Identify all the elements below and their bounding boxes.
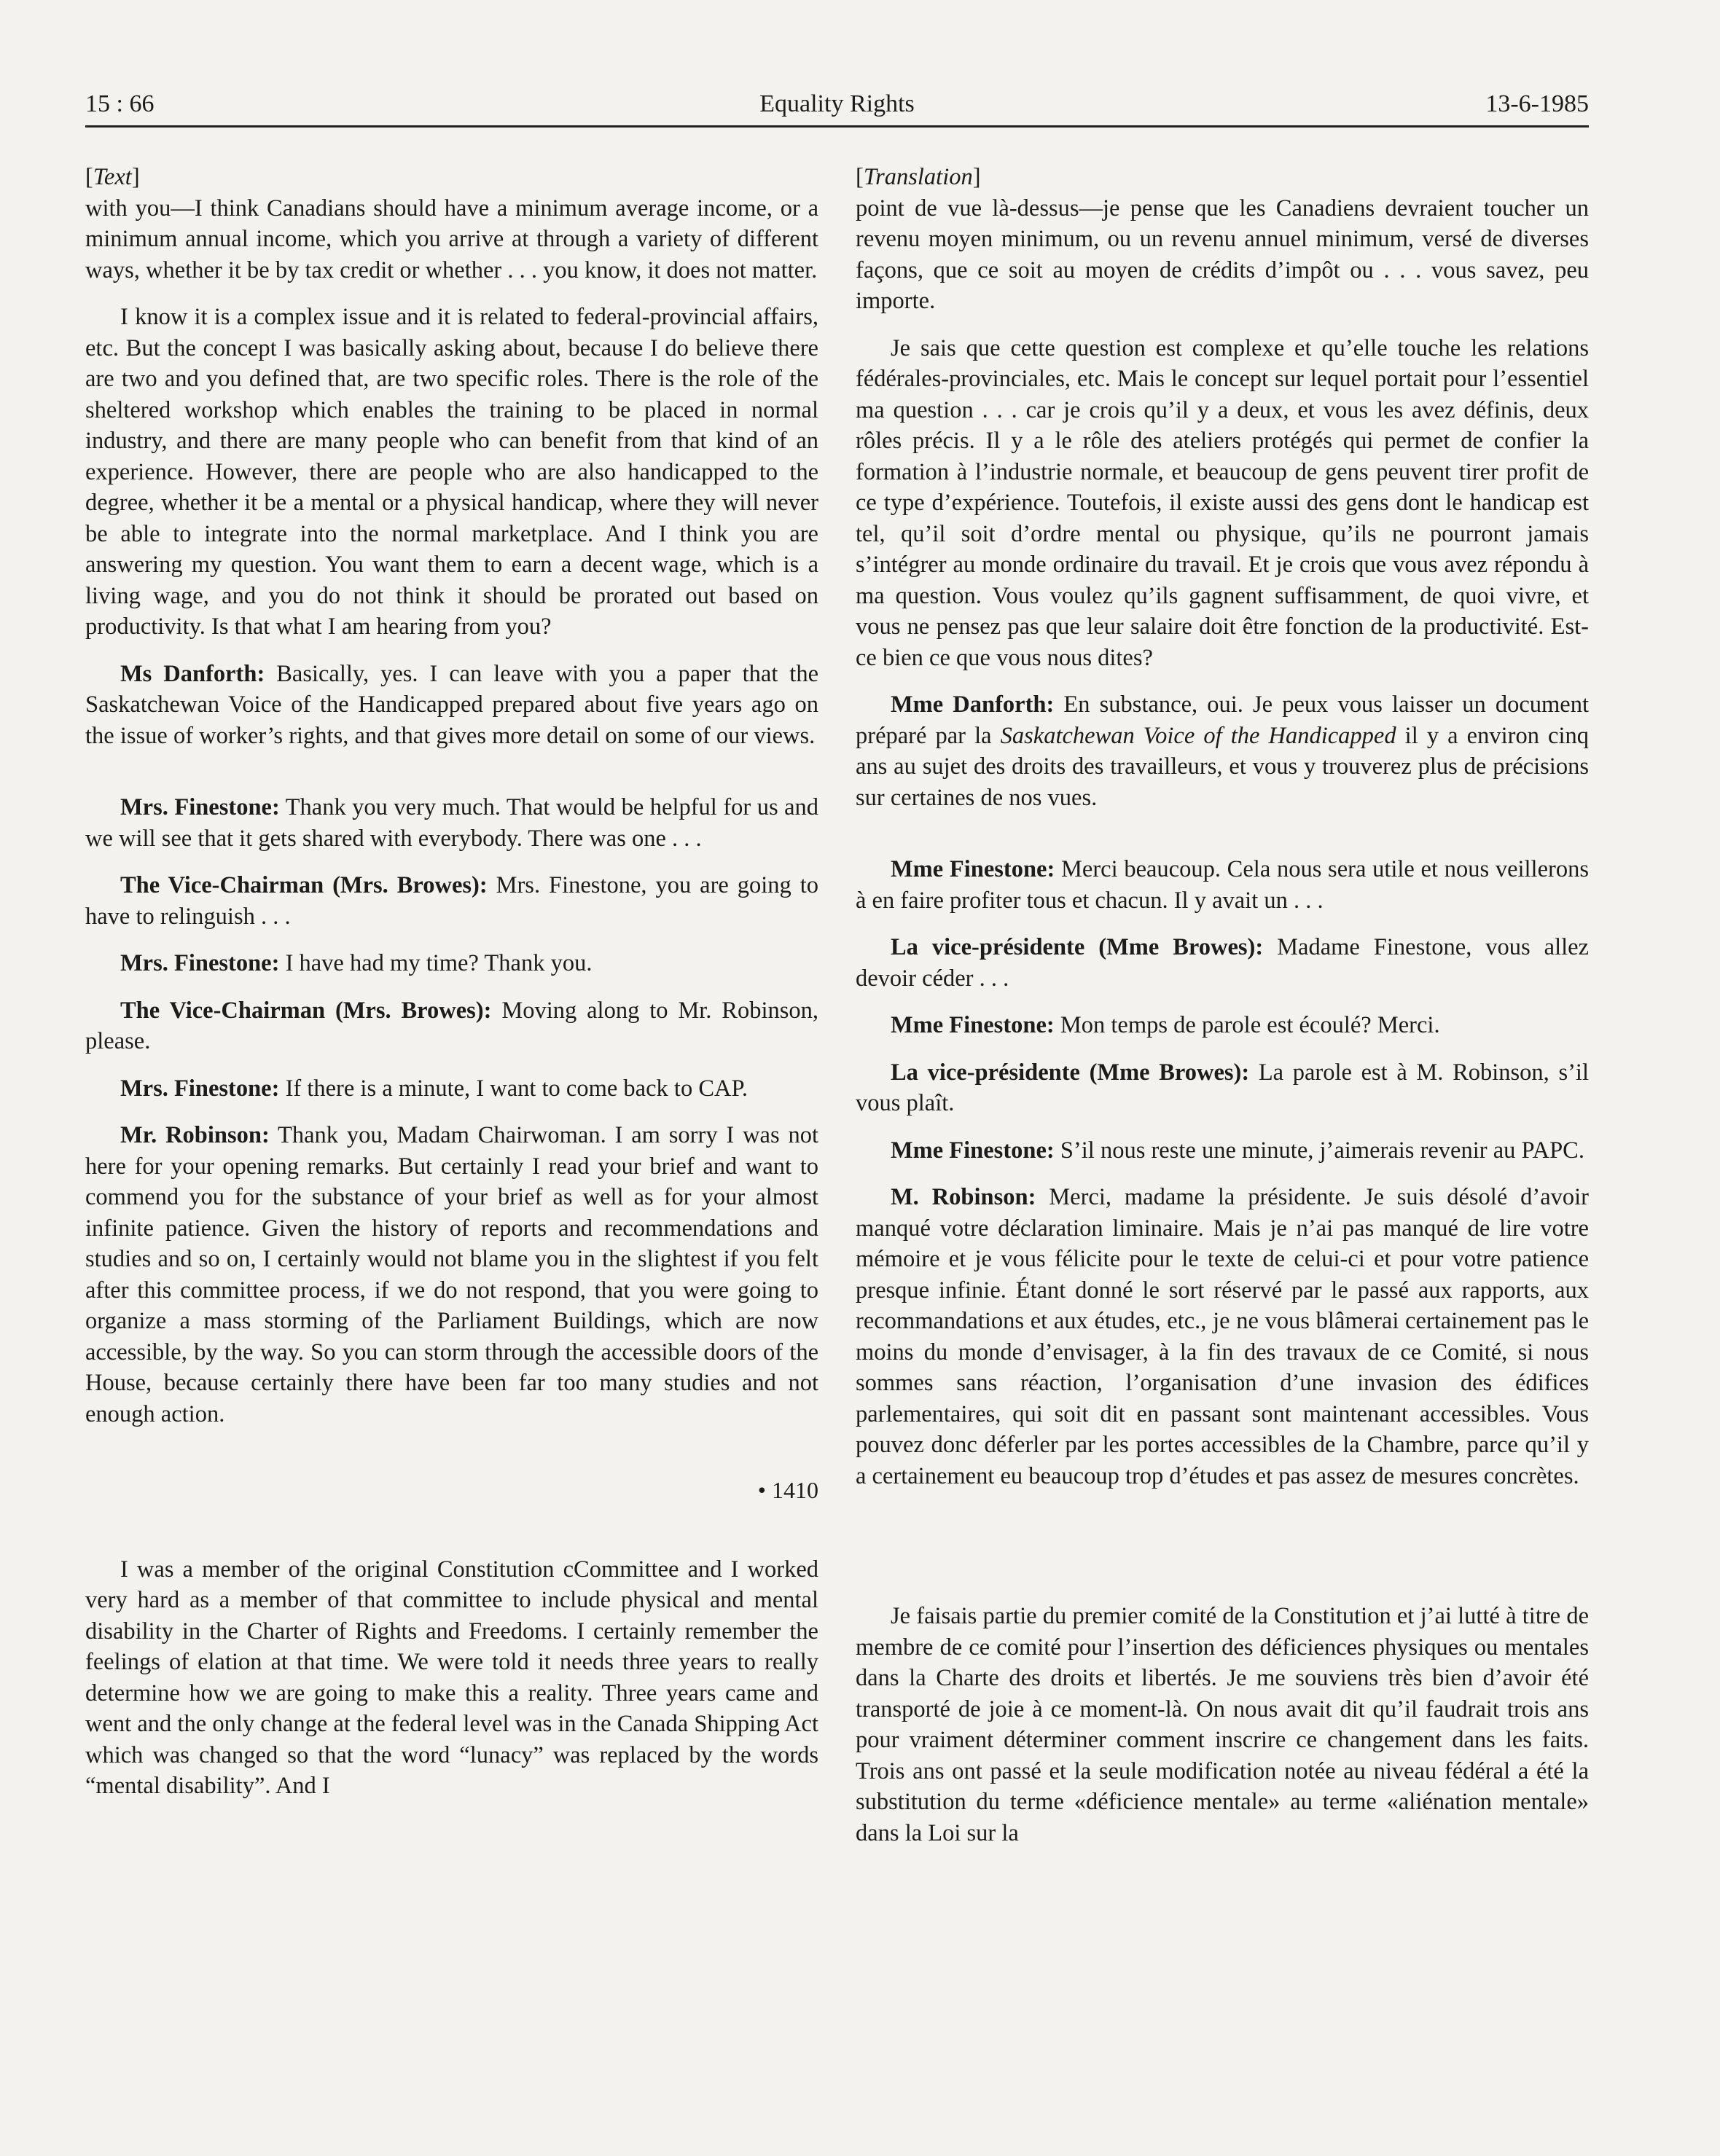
speaker-paragraph: Mme Finestone: Merci beaucoup. Cela nous sera utile et nous veillerons à en faire profiter tous et chacun. Il y avait un . . .: [856, 856, 1589, 914]
speaker-name: Ms Danforth:: [120, 660, 265, 687]
speaker-name: Mme Finestone:: [891, 1137, 1055, 1164]
speaker-name: M. Robinson:: [891, 1184, 1036, 1210]
paragraph: point de vue là-dessus—je pense que les Canadiens devraient toucher un revenu moyen minimum, ou un revenu annuel minimum, versé de diverses façons, que ce soit au moyen de crédits d’impôt ou . . . vous savez, peu importe.: [856, 195, 1589, 314]
speaker-paragraph: Mme Finestone: S’il nous reste une minute, j’aimerais revenir au PAPC.: [891, 1137, 1584, 1164]
publication-name: Saskatchewan Voice of the Handicapped: [1000, 722, 1396, 749]
paragraph: I know it is a complex issue and it is related to federal-provincial affairs, etc. But the concept I was basically asking about, because I do believe there are two and you defined that, are two specific roles. There is the role of the sheltered workshop which enables the training to be placed in normal industry, and there are many people who can benefit from that kind of an experience. However, there are people who are also handicapped to the degree, whether it be a mental or a physical handicap, where they will never be able to integrate into the normal marketplace. And I think you are answering my question. You want them to earn a decent wage, which is a living wage, and you do not think it should be prorated out based on productivity. Is that what I am hearing from you?: [85, 304, 818, 640]
time-marker: • 1410: [757, 1477, 818, 1503]
speaker-paragraph: Mme Danforth: En substance, oui. Je peux vous laisser un document préparé par la Saskatchewan Voice of the Handicapped il y a environ cinq ans au sujet des droits des travailleurs, et vous y trouverez plus de précisions sur certaines de nos vues.: [856, 691, 1590, 811]
speaker-name: La vice-présidente (Mme Browes):: [891, 1059, 1250, 1086]
speaker-paragraph: Mr. Robinson: Thank you, Madam Chairwoman. I am sorry I was not here for your opening remarks. But certainly I read your brief and want to commend you for the substance of your brief as well as for your almost infinite patience. Given the history of reports and recommendations and studies and so on, I certainly would not blame you in the slightest if you felt after this committee process, if we do not respond, that you were going to organize a mass storming of the Parliament Buildings, which are now accessible, by the way. So you can storm through the accessible doors of the House, because certainly there have been far too many studies and not enough action.: [85, 1122, 818, 1427]
speaker-name: The Vice-Chairman (Mrs. Browes):: [120, 997, 492, 1024]
paragraph: with you—I think Canadians should have a minimum average income, or a minimum annual income, which you arrive at through a variety of different ways, whether it be by tax credit or whether . . . you know, it does not matter.: [85, 195, 818, 283]
french-column: [856, 162, 1589, 1865]
speaker-paragraph: La vice-présidente (Mme Browes): La parole est à M. Robinson, s’il vous plaît.: [856, 1059, 1589, 1116]
publication-date: 13-6-1985: [1485, 90, 1589, 117]
speaker-name: Mrs. Finestone:: [120, 1075, 280, 1102]
speaker-name: Mr. Robinson:: [120, 1122, 270, 1148]
paragraph: I was a member of the original Constitution cCommittee and I worked very hard as a member of that committee to include physical and mental disability in the Charter of Rights and Freedoms. I certainly remember the feelings of elation at that time. We were told it needs three years to really determine how we are going to make this a reality. Three years came and went and the only change at the federal level was in the Canada Shipping Act which was changed so that the word “lunacy” was replaced by the words “mental disability”. And I: [85, 1556, 818, 1799]
speaker-paragraph: The Vice-Chairman (Mrs. Browes): Mrs. Finestone, you are going to have to relinguish . . .: [85, 872, 818, 930]
speaker-paragraph: The Vice-Chairman (Mrs. Browes): Moving along to Mr. Robinson, please.: [85, 997, 818, 1054]
language-tag: [Text]: [85, 164, 140, 190]
speaker-name: Mrs. Finestone:: [120, 794, 280, 820]
speaker-name: The Vice-Chairman (Mrs. Browes):: [120, 872, 488, 898]
paragraph: Je faisais partie du premier comité de la Constitution et j’ai lutté à titre de membre de ce comité pour l’insertion des déficiences physiques ou mentales dans la Charte des droits et libertés. Je me souviens très bien d’avoir été transporté de joie à ce moment-là. On nous avait dit qu’il faudrait trois ans pour vraiment déterminer comment inscrire ce changement dans les faits. Trois ans ont passé et la seule modification notée au niveau fédéral a été la substitution du terme «déficience mentale» au terme «aliénation mentale» dans la Loi sur la: [856, 1603, 1589, 1846]
speaker-name: La vice-présidente (Mme Browes):: [891, 934, 1264, 960]
speaker-paragraph: Mrs. Finestone: Thank you very much. That would be helpful for us and we will see that it gets shared with everybody. There was one . . .: [85, 794, 818, 852]
speaker-paragraph: Mrs. Finestone: If there is a minute, I want to come back to CAP.: [120, 1075, 748, 1102]
speaker-name: Mrs. Finestone:: [120, 950, 280, 976]
header-rule: [85, 125, 1589, 128]
page-reference: 15 : 66: [85, 90, 155, 117]
language-tag: [Translation]: [856, 164, 981, 190]
publication-title: Equality Rights: [759, 90, 915, 117]
speaker-paragraph: Mme Finestone: Mon temps de parole est écoulé? Merci.: [891, 1012, 1440, 1038]
page-header: [85, 86, 1589, 122]
speaker-paragraph: Ms Danforth: Basically, yes. I can leave with you a paper that the Saskatchewan Voice of the Handicapped prepared about five years ago on the issue of worker’s rights, and that gives more detail on some of our views.: [85, 660, 818, 749]
speaker-name: Mme Finestone:: [891, 856, 1055, 882]
speaker-paragraph: La vice-présidente (Mme Browes): Madame Finestone, vous allez devoir céder . . .: [856, 934, 1589, 992]
paragraph: Je sais que cette question est complexe et qu’elle touche les relations fédérales-provinciales, etc. Mais le concept sur lequel portait pour l’essentiel ma question . . . car je crois qu’il y a deux, et vous les avez définis, deux rôles précis. Il y a le rôle des ateliers protégés qui permet de confier la formation à l’industrie normale, et beaucoup de gens peuvent tirer profit de ce type d’expérience. Toutefois, il existe aussi des gens dont le handicap est tel, qu’il soit d’ordre mental ou physique, qu’ils ne pourront jamais s’intégrer au monde ordinaire du travail. Et je crois que vous avez répondu à ma question. Vous voulez qu’ils gagnent suffisamment, de quoi vivre, et vous ne pensez pas que leur salaire doit être fonction de la productivité. Est-ce bien ce que vous nous dites?: [856, 334, 1589, 671]
speaker-name: Mme Finestone:: [891, 1012, 1055, 1038]
speaker-paragraph: Mrs. Finestone: I have had my time? Thank you.: [120, 950, 593, 976]
english-column: [85, 162, 818, 1818]
speaker-name: Mme Danforth:: [891, 691, 1055, 718]
speaker-paragraph: M. Robinson: Merci, madame la présidente. Je suis désolé d’avoir manqué votre déclaration liminaire. Mais je n’ai pas manqué de lire votre mémoire et je vous félicite pour le texte de celui-ci et pour votre patience presque infinie. Étant donné le sort réservé par le passé aux rapports, aux recommandations et aux études, etc., je ne vous blâmerai certainement pas le moins du monde d’envisager, à la fin des travaux de ce Comité, si nous sommes sans réaction, l’organisation d’une invasion des édifices parlementaires, qui soit dit en passant sont maintenant accessibles. Vous pouvez donc déferler par les portes accessibles de la Chambre, parce qu’il y a certainement eu beaucoup trop d’études et pas assez de mesures concrètes.: [856, 1184, 1589, 1489]
